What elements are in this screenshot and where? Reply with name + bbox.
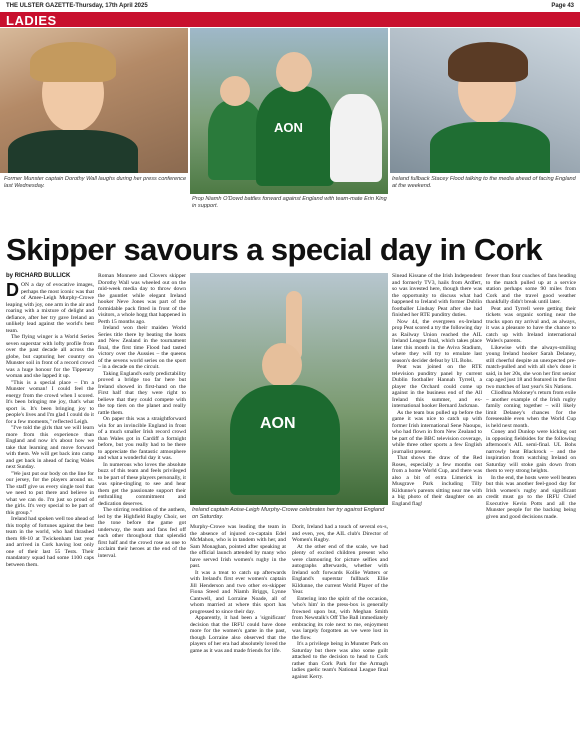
caption-left-photo: Former Munster captain Dorothy Wall laughs during her press conference last Wednesday. [4,176,187,189]
photo-stacey-flood [390,28,580,173]
article-paragraph: Likewise with the always-smiling young Ireland hooker Sarah Delaney, still cheerful despite an unexpected pre-match-pulled and with all she's done it said, in her 20s, she won her first senior cap aged just 18 and featured in the first two matches of last year's Six Nations. [486,344,576,390]
caption-right-photo: Ireland fullback Stacey Flood talking to the media ahead of facing England at the weekend. [392,176,576,189]
article-paragraph: Now 44, the evergreen ex-Ireland prop Peat scored a try the following day as Railway Union reached the AIL Ireland League final, which takes place later this month in the Aviva Stadium, where they will try to emulate last season's decider defeat by UL Bohs. [392,318,482,364]
page-header [0,0,580,12]
hair-shape [30,42,116,82]
paper-dateline: THE ULSTER GAZETTE-Thursday, 17th April 2025 [6,3,148,9]
photo-dorothy-wall [0,28,188,173]
article-paragraph: Ireland had spoken well too ahead of this trophy of fortunes against the best team in the world, who had thrashed them 88-10 at Twickenham last year and arrived in Cork having lost only one of their last 55 Tests. Their mandatory squad had some 1100 caps between them. [6,516,94,568]
caption-bottom-photo: Ireland captain Aoise-Leigh Murphy-Crowe celebrates her try against England on Saturday. [192,507,385,520]
jersey-sponsor: AON [274,120,303,135]
photo-murphy-crowe [190,273,388,505]
article-paragraph: Dorit, Ireland had a touch of several ex-s, and even, yes, the AIL club's Director of Women's Rugby. [292,524,388,543]
caption-mid-photo: Prop Niamh O'Dowd battles forward against England with team-mate Erin King in support. [192,196,387,209]
drop-cap: D [6,282,19,300]
article-paragraph: Ireland won their maiden World Series title there by beating the hosts and New Zealand in the tournament final, the first time Flood had tasted victory over the Aussies – the queens of the sevens world series on the sport – in a decade on the circuit. [98,325,186,370]
article-paragraph: Sinead Kissane of the Irish Independent and formerly TV3, hails from Ardfert, so was invested here, though there was the opportunity to discuss what had happened to Ireland with former Dublin footballer Lindsay Peat after she had finished her RTE punditry duties. [392,273,482,318]
jersey-shape [430,122,550,173]
article-paragraph: On paper this was a straightforward win for an invincible England in front of a much smaller Irish record crowd than Wales got in Cardiff a fortnight before, but you really had to be there to appreciate the fantastic atmosphere and what a wonderful day it was. [98,416,186,461]
article-paragraph: Peat was joined on the RTE television punditry panel by current Dublin footballer Hannah Tyrrell, a player the Orchard could come up against in the business end of the All Ireland this summer, and ex-international hooker Bernard Jackman. [392,364,482,409]
article-column-5 [392,273,482,734]
article-paragraph: Murphy-Crowe was leading the team in the absence of injured co-captain Edel McMahon, who is in tandem with her, and Sam Monaghan, pointed after speaking at the official launch attended by many who have served Irish women's rugby in the past. [190,524,286,569]
article-paragraph: fewer than four coaches of fans heading to the match pulled up at a service station perhaps some 90 miles from Cork and the travel good weather thankfully didn't break until later. [486,273,576,305]
article-paragraph: In the end, the hosts were well beaten but this was another feel-good day for Irish women's rugby and significant credit must go to the IRFU Chief Executive Kevin Potts and all the Munster people for the backing being given and good decisions made. [486,474,576,520]
article-paragraph: Entering into the spirit of the occasion, 'who's him' in the press-box is generally frowned upon but, with Meghan Smith from Newstalk's Off The Ball immediately embracing its role next to me, enjoyment was largely forgotten as we were lost in the flow. [292,595,388,641]
article-paragraph: It was a treat to catch up afterwards with Ireland's first ever women's captain Jill Henderson and two other ex-skipper Fiona Steed and Niamh Briggs, Lynne Cantwell, and Lorraine Noade, all of whom married at where this sport has progressed to since their day. [190,569,286,615]
article-column-3 [190,524,286,734]
article-paragraph: Cliodhna Moloney's return from exile – another example of the Irish rugby family coming together – will likely limit Delaney's chances for the foreseeable even when the World Cup is held next month. [486,390,576,429]
article-paragraph: "I've told the girls that we will learn more from this experience than England and now it's about how we take that learning and move forward with them. We will get back into camp and get back in ahead of facing Wales next Sunday. [6,425,94,470]
player-teammate-head [220,76,250,106]
player-main-head [276,52,312,92]
article-column-2 [98,273,186,734]
article-headline: Skipper savours a special day in Cork [6,232,543,267]
hair-shape [448,42,528,82]
article-paragraph: "This is a special place – I'm a Munster woman! I could feel the energy from the crowd when I scored. It's been bringing me joy, that's what sport is. It's been bringing joy to people's lives and I'm glad I could do it for a few moments," reflected Leigh. [6,379,94,425]
article-column-6 [486,273,576,734]
article-paragraph: "We just put our body on the line for our jersey, for the players around us. The staff give us every single tool that we need to put there and believe in what we can do. I'm just so proud of the girls. It's very special to be part of this group." [6,470,94,516]
article-paragraph: Apparently, it had been a 'significant' decision that the IRFU could have done more for the women's game in the past, though Lorraine also observed that the players of her era had absolutely loved the game as it was and made friends for life. [190,615,286,654]
article-column-1 [6,282,94,734]
player-main-shape [256,86,334,186]
player-head [262,343,302,387]
photo-niamh-odowd [190,28,388,194]
article-paragraph: That shows the draw of the Red Roses, especially a few months out from a home World Cup, and there was also a bit of extra Limerick in Musgrave Park including Tilly Kildunne's parents sitting near me with a big photo of their daughter on an England flag! [392,455,482,507]
section-title: LADIES [6,13,57,28]
opponent-shape [330,94,382,182]
article-byline: by RICHARD BULLICK [6,273,71,279]
page-number: Page 43 [551,3,574,9]
article-paragraph: As the team bus pulled up before the game it was nice to catch up with former Irish international Sene Naoupu, who had flown in from New Zealand to be part of the BBC television coverage, while three other sports a few English journalist present. [392,409,482,455]
article-paragraph: The flying winger is a World Series seven superstar with lofty profile from over the past decade all across the globe, but capturing her country on Munster soil in front of a record crowd was a huge honour for the Tipperary woman and she lapped it up. [6,334,94,379]
article-paragraph: In numerous who loves the absolute buzz of this team and feels privileged to be part of these players personally, it was spine-tingling to see and hear them get the passionate support their enthralling commitment and dedication deserves. [98,461,186,507]
article-column-4 [292,524,388,734]
article-paragraph: It's a privilege being in Munster Park on Saturday but there was also some guilt attached to the decision to head to Cork rather than Cork Park for the Armagh ladies gaelic team's National League final against Kerry. [292,641,388,680]
section-banner [0,12,580,27]
article-paragraph: Roman Monnere and Clovers skipper Dorothy Wall was wheeled out on the mid-week media day to throw down the gauntlet while elegant Ireland hooker Neve Jones was part of the formidable pack fitted in front of the visitors, a whole hogg that happened in Perth 15 months ago. [98,273,186,325]
article-paragraph: Peat and Tyrrell were getting their tickets was organic sorting near the trucks upon my arrival and, as always, it was a pleasure to have the chance to catch up with Ireland international Wales's parents. [486,305,576,344]
article-paragraph: The stirring rendition of the anthem, led by the Highfield Rugby Choir, set the tone before the game got underway, the team and fans fed off each other throughout that splendid first half and the crowd rose as one to acclaim their heroes at the end of the interval. [98,507,186,559]
article-paragraph: At the other end of the scale, we had plenty of excited children present who were clamouring for picture selfies and autographs afterwards, whether with Ireland soft forwards Kollie Watters or England's superstar fullback Ellie Kildunne, the current World Player of the Year. [292,543,388,595]
jacket-shape [8,130,138,173]
article-paragraph: Taking England's early predictability proved a bridge too far here but Ireland showed in first-hand on the First half that they were right to believe that they could compete with the top tiers on the planet and really rattle them. [98,370,186,416]
article-paragraph: DON a day of evocative images, perhaps the most iconic was that of Amee-Leigh Murphy-Crowe leaping with joy, one arm in the air and roaring with a mixture of delight and defiance, after her try gave Ireland an unlikely lead against the world's best team. [6,282,94,334]
jersey-sponsor-bottom: AON [260,415,296,432]
player-jersey-shape [230,385,340,495]
article-paragraph: Coney and Dunlop were kicking out in opposing fieldsides for the following afternoon's AIL semi-final. UL Bohs narrowly beat Blackrock – and the inspiration from watching Ireland on Saturday will stoke gain down from them to very strong heights. [486,429,576,474]
